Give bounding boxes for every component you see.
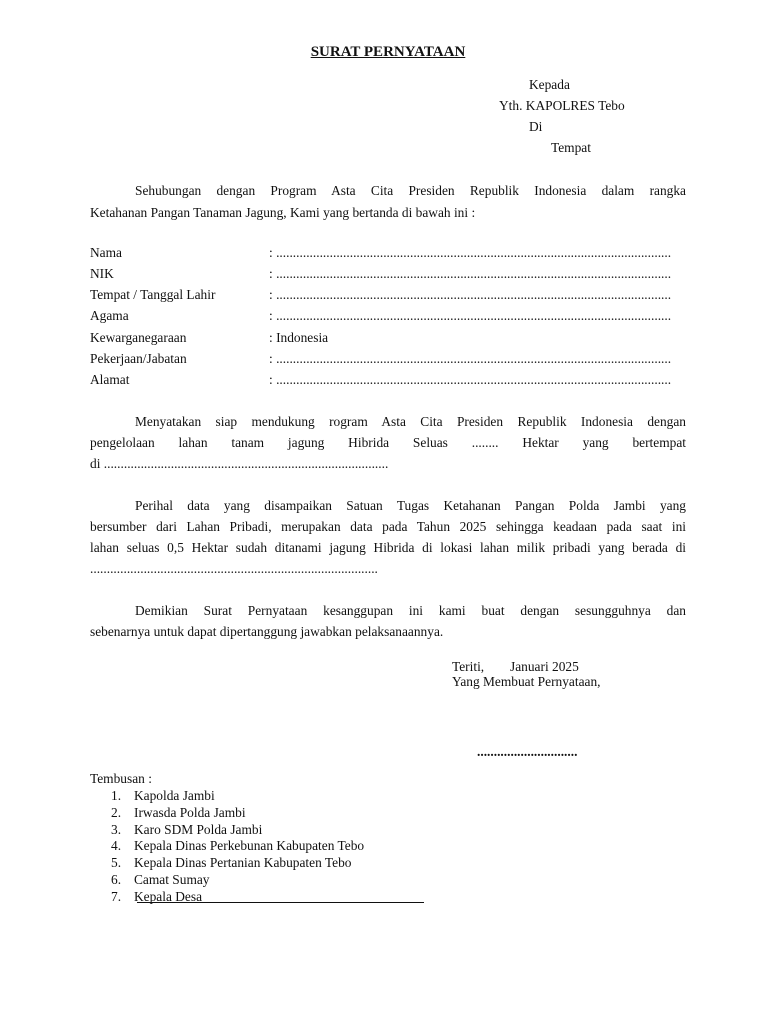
field-value-agama: : ...................................................................................................................... xyxy=(269,308,672,323)
signature-name-placeholder: .............................. xyxy=(477,744,578,759)
field-label-nama: Nama xyxy=(90,245,122,260)
statement-line-2: pengelolaan lahan tanam jagung Hibrida Seluas ........ Hektar yang bertempat xyxy=(90,435,686,450)
cc-item-number: 2. xyxy=(111,805,122,820)
recipient-to: Kepada xyxy=(529,77,570,92)
field-label-agama: Agama xyxy=(90,308,129,323)
statement-line-1: Menyatakan siap mendukung rogram Asta Cita Presiden Republik Indonesia dengan xyxy=(135,414,686,429)
signature-date: Januari 2025 xyxy=(510,659,579,674)
cc-list-item xyxy=(111,788,215,804)
opening-line-1: Sehubungan dengan Program Asta Cita Presiden Republik Indonesia dalam rangka xyxy=(135,183,686,198)
field-value-ttl: : ...................................................................................................................... xyxy=(269,287,672,302)
cc-item-number: 6. xyxy=(111,872,122,887)
cc-heading: Tembusan : xyxy=(90,771,152,786)
perihal-line-1: Perihal data yang disampaikan Satuan Tugas Ketahanan Pangan Polda Jambi yang xyxy=(135,498,686,513)
field-value-nik: : ...................................................................................................................... xyxy=(269,266,672,281)
cc-list-item xyxy=(111,855,351,871)
cc-item-text: Camat Sumay xyxy=(134,872,210,887)
field-value-kewarganegaraan: : Indonesia xyxy=(269,330,329,345)
recipient-di: Di xyxy=(529,119,543,134)
closing-line-1: Demikian Surat Pernyataan kesanggupan ini kami buat dengan sesungguhnya dan xyxy=(135,603,686,618)
cc-item-number: 4. xyxy=(111,838,122,853)
cc-item-text: Kepala Dinas Pertanian Kabupaten Tebo xyxy=(134,855,352,870)
recipient-place: Tempat xyxy=(551,140,591,155)
cc-item-text: Kapolda Jambi xyxy=(134,788,215,803)
signature-role: Yang Membuat Pernyataan, xyxy=(452,674,601,689)
cc-item-number: 1. xyxy=(111,788,122,803)
statement-line-3: di ..................................................................................... xyxy=(90,456,389,471)
field-value-pekerjaan: : ...................................................................................................................... xyxy=(269,351,672,366)
signature-place: Teriti, xyxy=(452,659,485,674)
cc-item-number: 5. xyxy=(111,855,122,870)
cc-list-item xyxy=(111,872,210,888)
cc-item-text: Karo SDM Polda Jambi xyxy=(134,822,263,837)
recipient-addressee: Yth. KAPOLRES Tebo xyxy=(499,98,625,113)
opening-line-2: Ketahanan Pangan Tanaman Jagung, Kami yang bertanda di bawah ini : xyxy=(90,205,476,220)
field-label-alamat: Alamat xyxy=(90,372,130,387)
cc-item-number: 3. xyxy=(111,822,122,837)
perihal-line-2: bersumber dari Lahan Pribadi, merupakan data pada Tahun 2025 sehingga keadaan pada saat ini xyxy=(90,519,686,534)
field-label-nik: NIK xyxy=(90,266,114,281)
field-label-ttl: Tempat / Tanggal Lahir xyxy=(90,287,216,302)
field-label-kewarganegaraan: Kewarganegaraan xyxy=(90,330,187,345)
perihal-line-3: lahan seluas 0,5 Hektar sudah ditanami jagung Hibrida di lokasi lahan milik pribadi yang berada di xyxy=(90,540,686,555)
closing-line-2: sebenarnya untuk dapat dipertanggung jawabkan pelaksanaannya. xyxy=(90,624,444,639)
cc-item-number: 7. xyxy=(111,889,122,904)
cc-list-item xyxy=(111,805,246,821)
field-value-alamat: : ...................................................................................................................... xyxy=(269,372,672,387)
field-label-pekerjaan: Pekerjaan/Jabatan xyxy=(90,351,187,366)
cc-list-item xyxy=(111,838,364,854)
document-title: SURAT PERNYATAAN xyxy=(310,44,466,60)
cc-item-text: Irwasda Polda Jambi xyxy=(134,805,246,820)
cc-item-text: Kepala Dinas Perkebunan Kabupaten Tebo xyxy=(134,838,365,853)
cc-item-text: Kepala Desa xyxy=(134,889,203,904)
cc-list-item xyxy=(111,822,262,838)
perihal-line-4: ...................................................................................... xyxy=(90,561,378,576)
field-value-nama: : ...................................................................................................................... xyxy=(269,245,672,260)
cc-last-item-underline xyxy=(137,902,424,903)
